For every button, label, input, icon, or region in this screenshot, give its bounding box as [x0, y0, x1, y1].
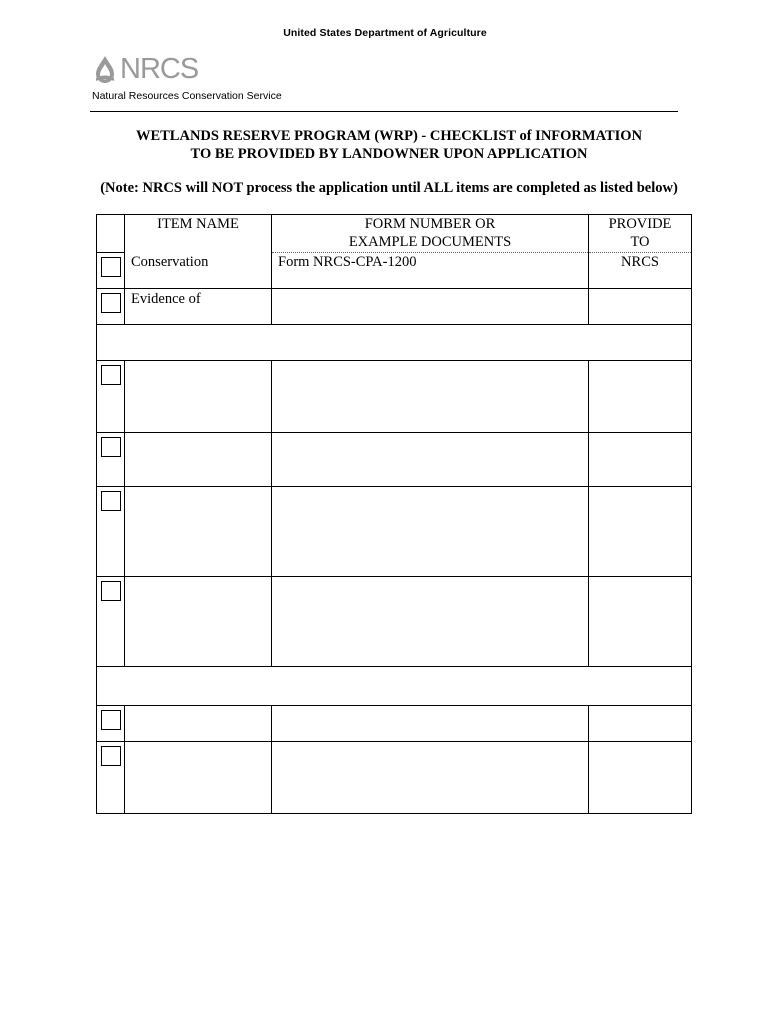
checkbox-icon[interactable]	[101, 257, 121, 277]
provide-to-text: NRCS	[621, 254, 659, 270]
logo-text: NRCS	[120, 52, 199, 85]
table-row	[97, 289, 692, 325]
item-name-cell	[125, 289, 272, 325]
provide-to-cell	[589, 742, 692, 814]
item-name-cell	[125, 706, 272, 742]
agency-name: United States Department of Agriculture	[283, 27, 487, 39]
section-cell	[97, 325, 692, 361]
checkbox-column-header	[97, 215, 125, 253]
item-name-cell	[125, 487, 272, 577]
item-name-text: Evidence of	[131, 291, 201, 307]
provide-to-cell	[589, 289, 692, 325]
table-row	[97, 361, 692, 433]
item-name-cell	[125, 253, 272, 289]
checkbox-cell	[97, 742, 125, 814]
provide-to-header	[589, 215, 692, 253]
form-number-cell	[272, 742, 589, 814]
provide-to-cell	[589, 361, 692, 433]
provide-to-cell	[589, 577, 692, 667]
item-name-text: Conservation	[131, 253, 209, 270]
provide-to-cell	[589, 433, 692, 487]
item-name-cell	[125, 577, 272, 667]
checkbox-cell	[97, 361, 125, 433]
application-note: (Note: NRCS will NOT process the application until ALL items are completed as listed below)	[100, 180, 678, 196]
table-row	[97, 487, 692, 577]
section-row	[97, 667, 692, 706]
checkbox-cell	[97, 253, 125, 289]
checkbox-icon[interactable]	[101, 437, 121, 457]
item-name-cell	[125, 361, 272, 433]
checkbox-icon[interactable]	[101, 365, 121, 385]
title-line-1: WETLANDS RESERVE PROGRAM (WRP) - CHECKLIST of INFORMATION	[135, 128, 643, 144]
checkbox-cell	[97, 487, 125, 577]
form-number-cell	[272, 487, 589, 577]
checkbox-cell	[97, 706, 125, 742]
table-row	[97, 742, 692, 814]
form-header-line-2: EXAMPLE DOCUMENTS	[348, 234, 512, 250]
form-number-cell	[272, 361, 589, 433]
item-name-cell	[125, 742, 272, 814]
provide-to-cell	[589, 706, 692, 742]
form-number-cell	[272, 706, 589, 742]
checkbox-icon[interactable]	[101, 581, 121, 601]
page-title	[0, 127, 770, 163]
checklist-table	[96, 214, 692, 814]
item-name-cell	[125, 433, 272, 487]
table-row	[97, 577, 692, 667]
title-line-2: TO BE PROVIDED BY LANDOWNER UPON APPLICATION	[190, 146, 588, 162]
service-name: Natural Resources Conservation Service	[92, 90, 282, 102]
item-name-header	[125, 215, 272, 253]
provide-to-cell	[589, 487, 692, 577]
provide-header-line-1: PROVIDE	[608, 216, 672, 232]
nrcs-logo-icon	[92, 54, 118, 84]
form-number-text: Form NRCS-CPA-1200	[278, 254, 417, 270]
nrcs-logo	[92, 52, 198, 86]
section-row	[97, 325, 692, 361]
item-name-header-label: ITEM NAME	[157, 216, 239, 232]
provide-to-cell	[589, 253, 692, 289]
provide-header-line-2: TO	[630, 234, 650, 250]
checkbox-cell	[97, 289, 125, 325]
form-number-cell	[272, 289, 589, 325]
table-row	[97, 706, 692, 742]
checkbox-icon[interactable]	[101, 746, 121, 766]
form-number-header	[272, 215, 589, 253]
checkbox-icon[interactable]	[101, 491, 121, 511]
section-cell	[97, 667, 692, 706]
checkbox-icon[interactable]	[101, 293, 121, 313]
header-divider	[90, 111, 678, 112]
checkbox-cell	[97, 577, 125, 667]
form-number-cell	[272, 433, 589, 487]
table-header-row	[97, 215, 692, 253]
table-row	[97, 253, 692, 289]
form-number-cell	[272, 577, 589, 667]
checkbox-cell	[97, 433, 125, 487]
form-number-cell	[272, 253, 589, 289]
checkbox-icon[interactable]	[101, 710, 121, 730]
table-row	[97, 433, 692, 487]
form-header-line-1: FORM NUMBER OR	[364, 216, 496, 232]
